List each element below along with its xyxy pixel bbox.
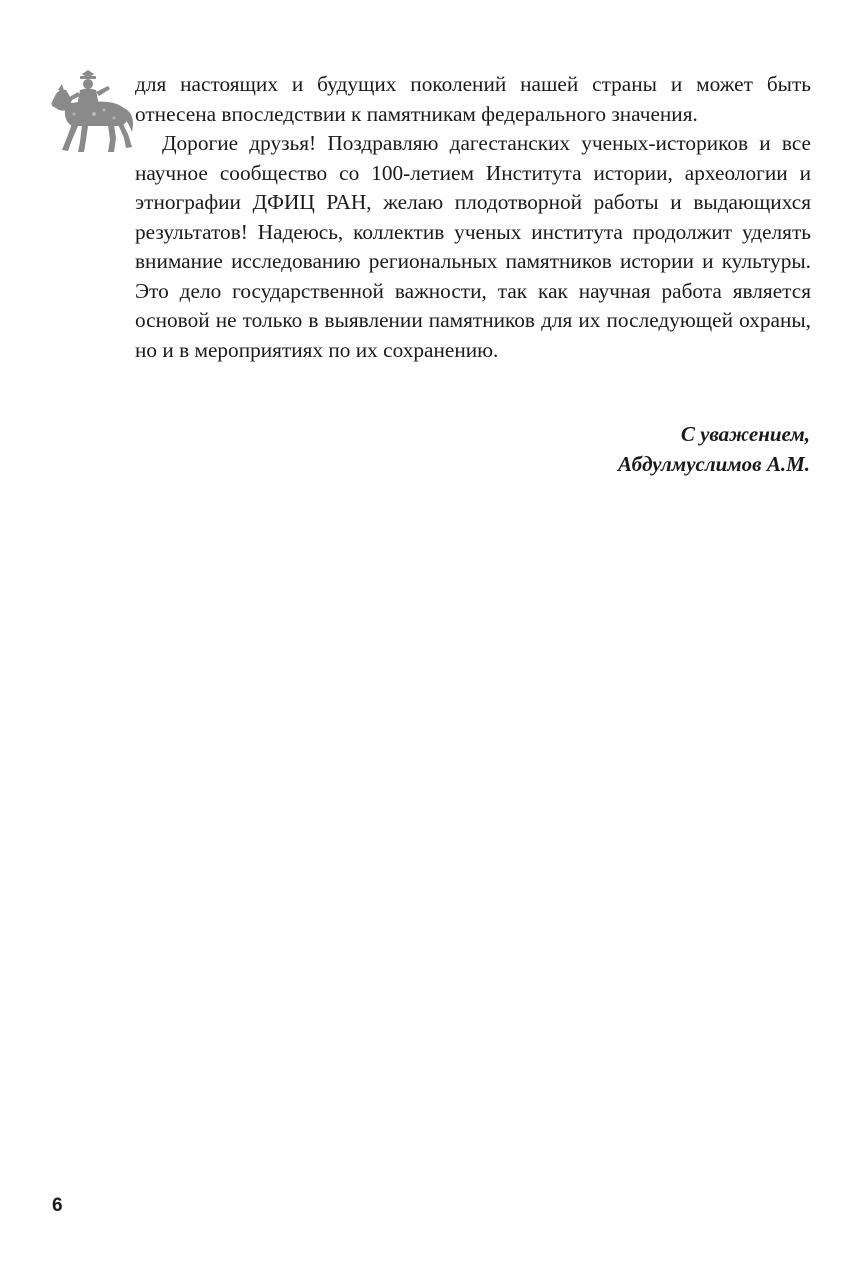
signature-name: Абдулмуслимов А.М. bbox=[617, 451, 810, 476]
paragraph-greeting: Дорогие друзья! Поздравляю дагестанских ученых-историков и все научное сообщество со 100-летием Института истории, археологии и этнографии ДФИЦ РАН, желаю плодотворной работы и выдающихся результатов! Надеюсь, коллектив ученых института продолжит уделять внимание исследованию региональных памятников истории и культуры. Это дело государственной важности, так как научная работа является основой не только в выявлении памятников для их последующей охраны, но и в мероприятиях по их сохранению. bbox=[135, 131, 811, 362]
paragraph-continuation: для настоящих и будущих поколений нашей страны и может быть отнесена впоследствии к памятникам федерального значения. bbox=[135, 72, 811, 126]
signature-closing: С уважением, bbox=[680, 422, 810, 446]
signature-block bbox=[618, 420, 810, 479]
page-number: 6 bbox=[52, 1195, 63, 1216]
letter-body bbox=[135, 70, 811, 365]
horse-rider-emblem-icon bbox=[44, 70, 136, 154]
